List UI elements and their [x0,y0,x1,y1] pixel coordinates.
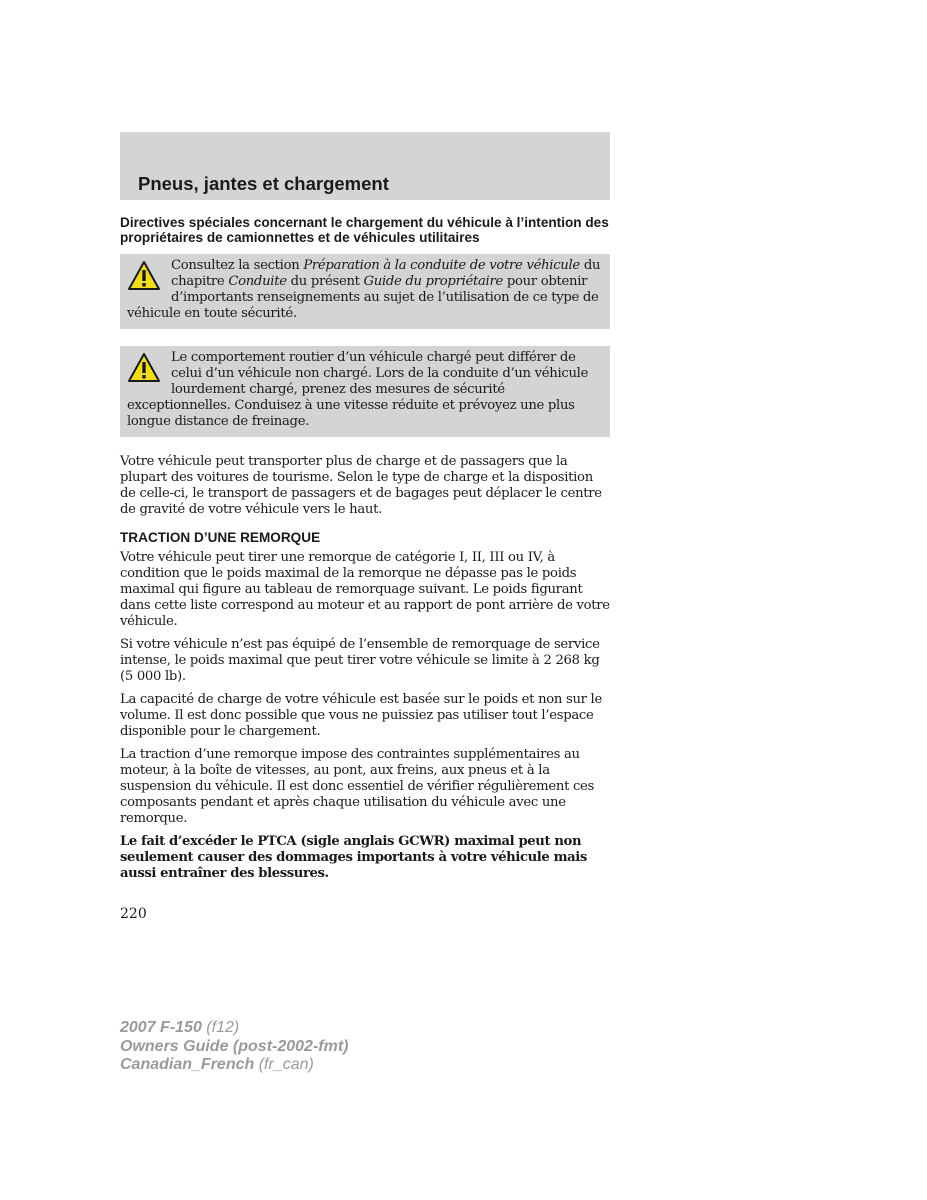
subheading-towing: TRACTION D’UNE REMORQUE [120,530,321,545]
warning-triangle-icon [127,260,161,292]
warning-text-2: Le comportement routier d’un véhicule chargé peut différer de celui d’un véhicule non chargé. Lors de la conduite d’un véhicule lourdement chargé, prenez des mesures de sécurité exceptionnelles. Conduisez à une vitesse réduite et prévoyez une plus longue distance de freinage. [127,350,589,429]
page-content [120,216,610,922]
paragraph: La traction d’une remorque impose des contraintes supplémentaires au moteur, à la boîte de vitesses, au pont, aux freins, aux pneus et à la suspension du véhicule. Il est donc essentiel de vérifier régulièrement ces composants pendant et après chaque utilisation du véhicule avec une remorque. [120,747,595,826]
footer-code: (f12) [201,1019,240,1036]
paragraph: Si votre véhicule n’est pas équipé de l’ensemble de remorquage de service intense, le poids maximal que peut tirer votre véhicule se limite à 2 268 kg (5 000 lb). [120,637,600,684]
warning-box-1 [120,254,610,329]
paragraph-intro: Votre véhicule peut transporter plus de charge et de passagers que la plupart des voitures de tourisme. Selon le type de charge et la disposition de celle-ci, le transport de passagers et de bagages peut déplacer le centre de gravité de votre véhicule vers le haut. [120,454,602,517]
page-header [120,132,610,200]
paragraph: Votre véhicule peut tirer une remorque de catégorie I, II, III ou IV, à condition que le poids maximal de la remorque ne dépasse pas le poids maximal qui figure au tableau de remorquage suivant. Le poids figurant dans cette liste correspond au moteur et au rapport de pont arrière de votre véhicule. [120,550,610,629]
warning-text-1: Consultez la section Préparation à la conduite de votre véhicule du chapitre Conduite du présent Guide du propriétaire pour obtenir d’importants renseignements au sujet de l’utilisation de ce type de véhicule en toute sécurité. [127,258,601,321]
section-heading: Directives spéciales concernant le chargement du véhicule à l’intention des propriétaires de camionnettes et de véhicules utilitaires [120,215,609,245]
footer-locale: (fr_can) [254,1056,314,1073]
page-title: Pneus, jantes et chargement [138,173,389,194]
warning-triangle-icon [127,352,161,384]
warning-box-2 [120,346,610,437]
document-footer [120,1019,348,1075]
footer-language: Canadian_French [120,1056,255,1073]
footer-model: 2007 F-150 [120,1019,202,1036]
bold-warning-text: Le fait d’excéder le PTCA (sigle anglais GCWR) maximal peut non seulement causer des dommages importants à votre véhicule mais aussi entraîner des blessures. [120,834,587,881]
paragraph: La capacité de charge de votre véhicule est basée sur le poids et non sur le volume. Il est donc possible que vous ne puissiez pas utiliser tout l’espace disponible pour le chargement. [120,692,602,739]
page-number: 220 [120,906,147,922]
footer-guide: Owners Guide (post-2002-fmt) [120,1037,349,1055]
